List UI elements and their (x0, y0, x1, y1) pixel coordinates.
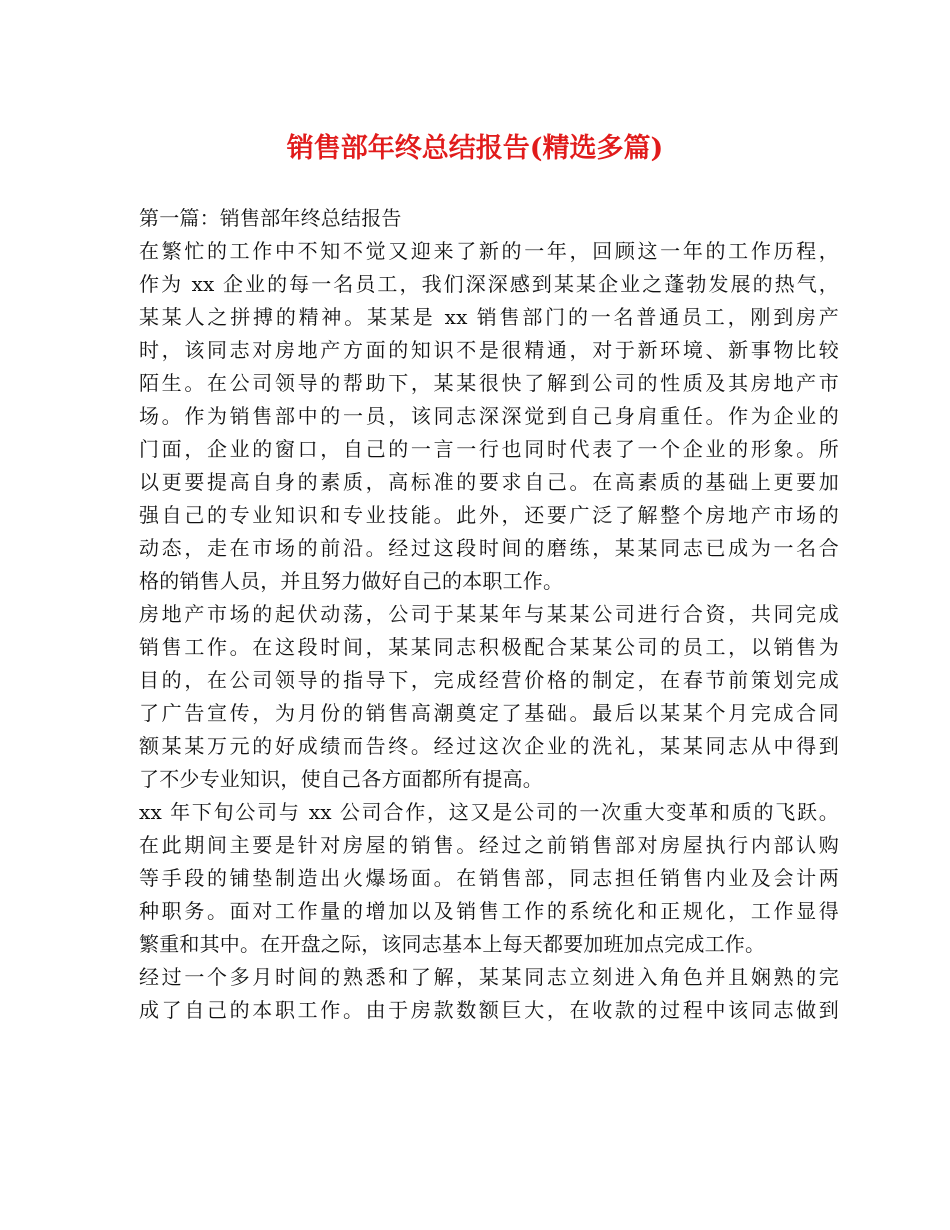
paragraph-line: 时，该同志对房地产方面的知识不是很精通，对于新环境、新事物比较 (139, 338, 839, 362)
paragraph-line: xx 年下旬公司与 xx 公司合作，这又是公司的一次重大变革和质的飞跃。 (139, 800, 839, 824)
paragraph-line: 了不少专业知识，使自己各方面都所有提高。 (139, 767, 543, 791)
paragraph-line: 强自己的专业知识和专业技能。此外，还要广泛了解整个房地产市场的 (139, 503, 839, 527)
paragraph-line: 额某某万元的好成绩而告终。经过这次企业的洗礼，某某同志从中得到 (139, 734, 839, 758)
paragraph-line: 成了自己的本职工作。由于房款数额巨大，在收款的过程中该同志做到 (139, 998, 839, 1022)
paragraph-line: 目的，在公司领导的指导下，完成经营价格的制定，在春节前策划完成 (139, 668, 839, 692)
paragraph-line: 门面，企业的窗口，自己的一言一行也同时代表了一个企业的形象。所 (139, 437, 839, 461)
paragraph-line: 繁重和其中。在开盘之际，该同志基本上每天都要加班加点完成工作。 (139, 932, 766, 956)
paragraph-line: 某某人之拼搏的精神。某某是 xx 销售部门的一名普通员工，刚到房产 (139, 305, 839, 329)
paragraph-line: 了广告宣传，为月份的销售高潮奠定了基础。最后以某某个月完成合同 (139, 701, 839, 725)
paragraph-line: 作为 xx 企业的每一名员工，我们深深感到某某企业之蓬勃发展的热气， (139, 272, 839, 296)
paragraph-line: 房地产市场的起伏动荡，公司于某某年与某某公司进行合资，共同完成 (139, 602, 839, 626)
paragraph-line: 种职务。面对工作量的增加以及销售工作的系统化和正规化，工作显得 (139, 899, 839, 923)
paragraph-line: 在繁忙的工作中不知不觉又迎来了新的一年，回顾这一年的工作历程， (139, 239, 839, 263)
paragraph-line: 动态，走在市场的前沿。经过这段时间的磨练，某某同志已成为一名合 (139, 536, 839, 560)
paragraph-line: 销售工作。在这段时间，某某同志积极配合某某公司的员工，以销售为 (139, 635, 839, 659)
paragraph-line: 等手段的铺垫制造出火爆场面。在销售部，同志担任销售内业及会计两 (139, 866, 839, 890)
document-body (139, 202, 839, 1027)
paragraph-line: 格的销售人员，并且努力做好自己的本职工作。 (139, 569, 564, 593)
section-heading: 第一篇：销售部年终总结报告 (139, 206, 402, 230)
paragraph-line: 在此期间主要是针对房屋的销售。经过之前销售部对房屋执行内部认购 (139, 833, 839, 857)
paragraph-line: 经过一个多月时间的熟悉和了解，某某同志立刻进入角色并且娴熟的完 (139, 965, 839, 989)
paragraph-line: 场。作为销售部中的一员，该同志深深觉到自己身肩重任。作为企业的 (139, 404, 839, 428)
paragraph-line: 以更要提高自身的素质，高标准的要求自己。在高素质的基础上更要加 (139, 470, 839, 494)
paragraph-line: 陌生。在公司领导的帮助下，某某很快了解到公司的性质及其房地产市 (139, 371, 839, 395)
document-title: 销售部年终总结报告(精选多篇) (286, 133, 664, 164)
